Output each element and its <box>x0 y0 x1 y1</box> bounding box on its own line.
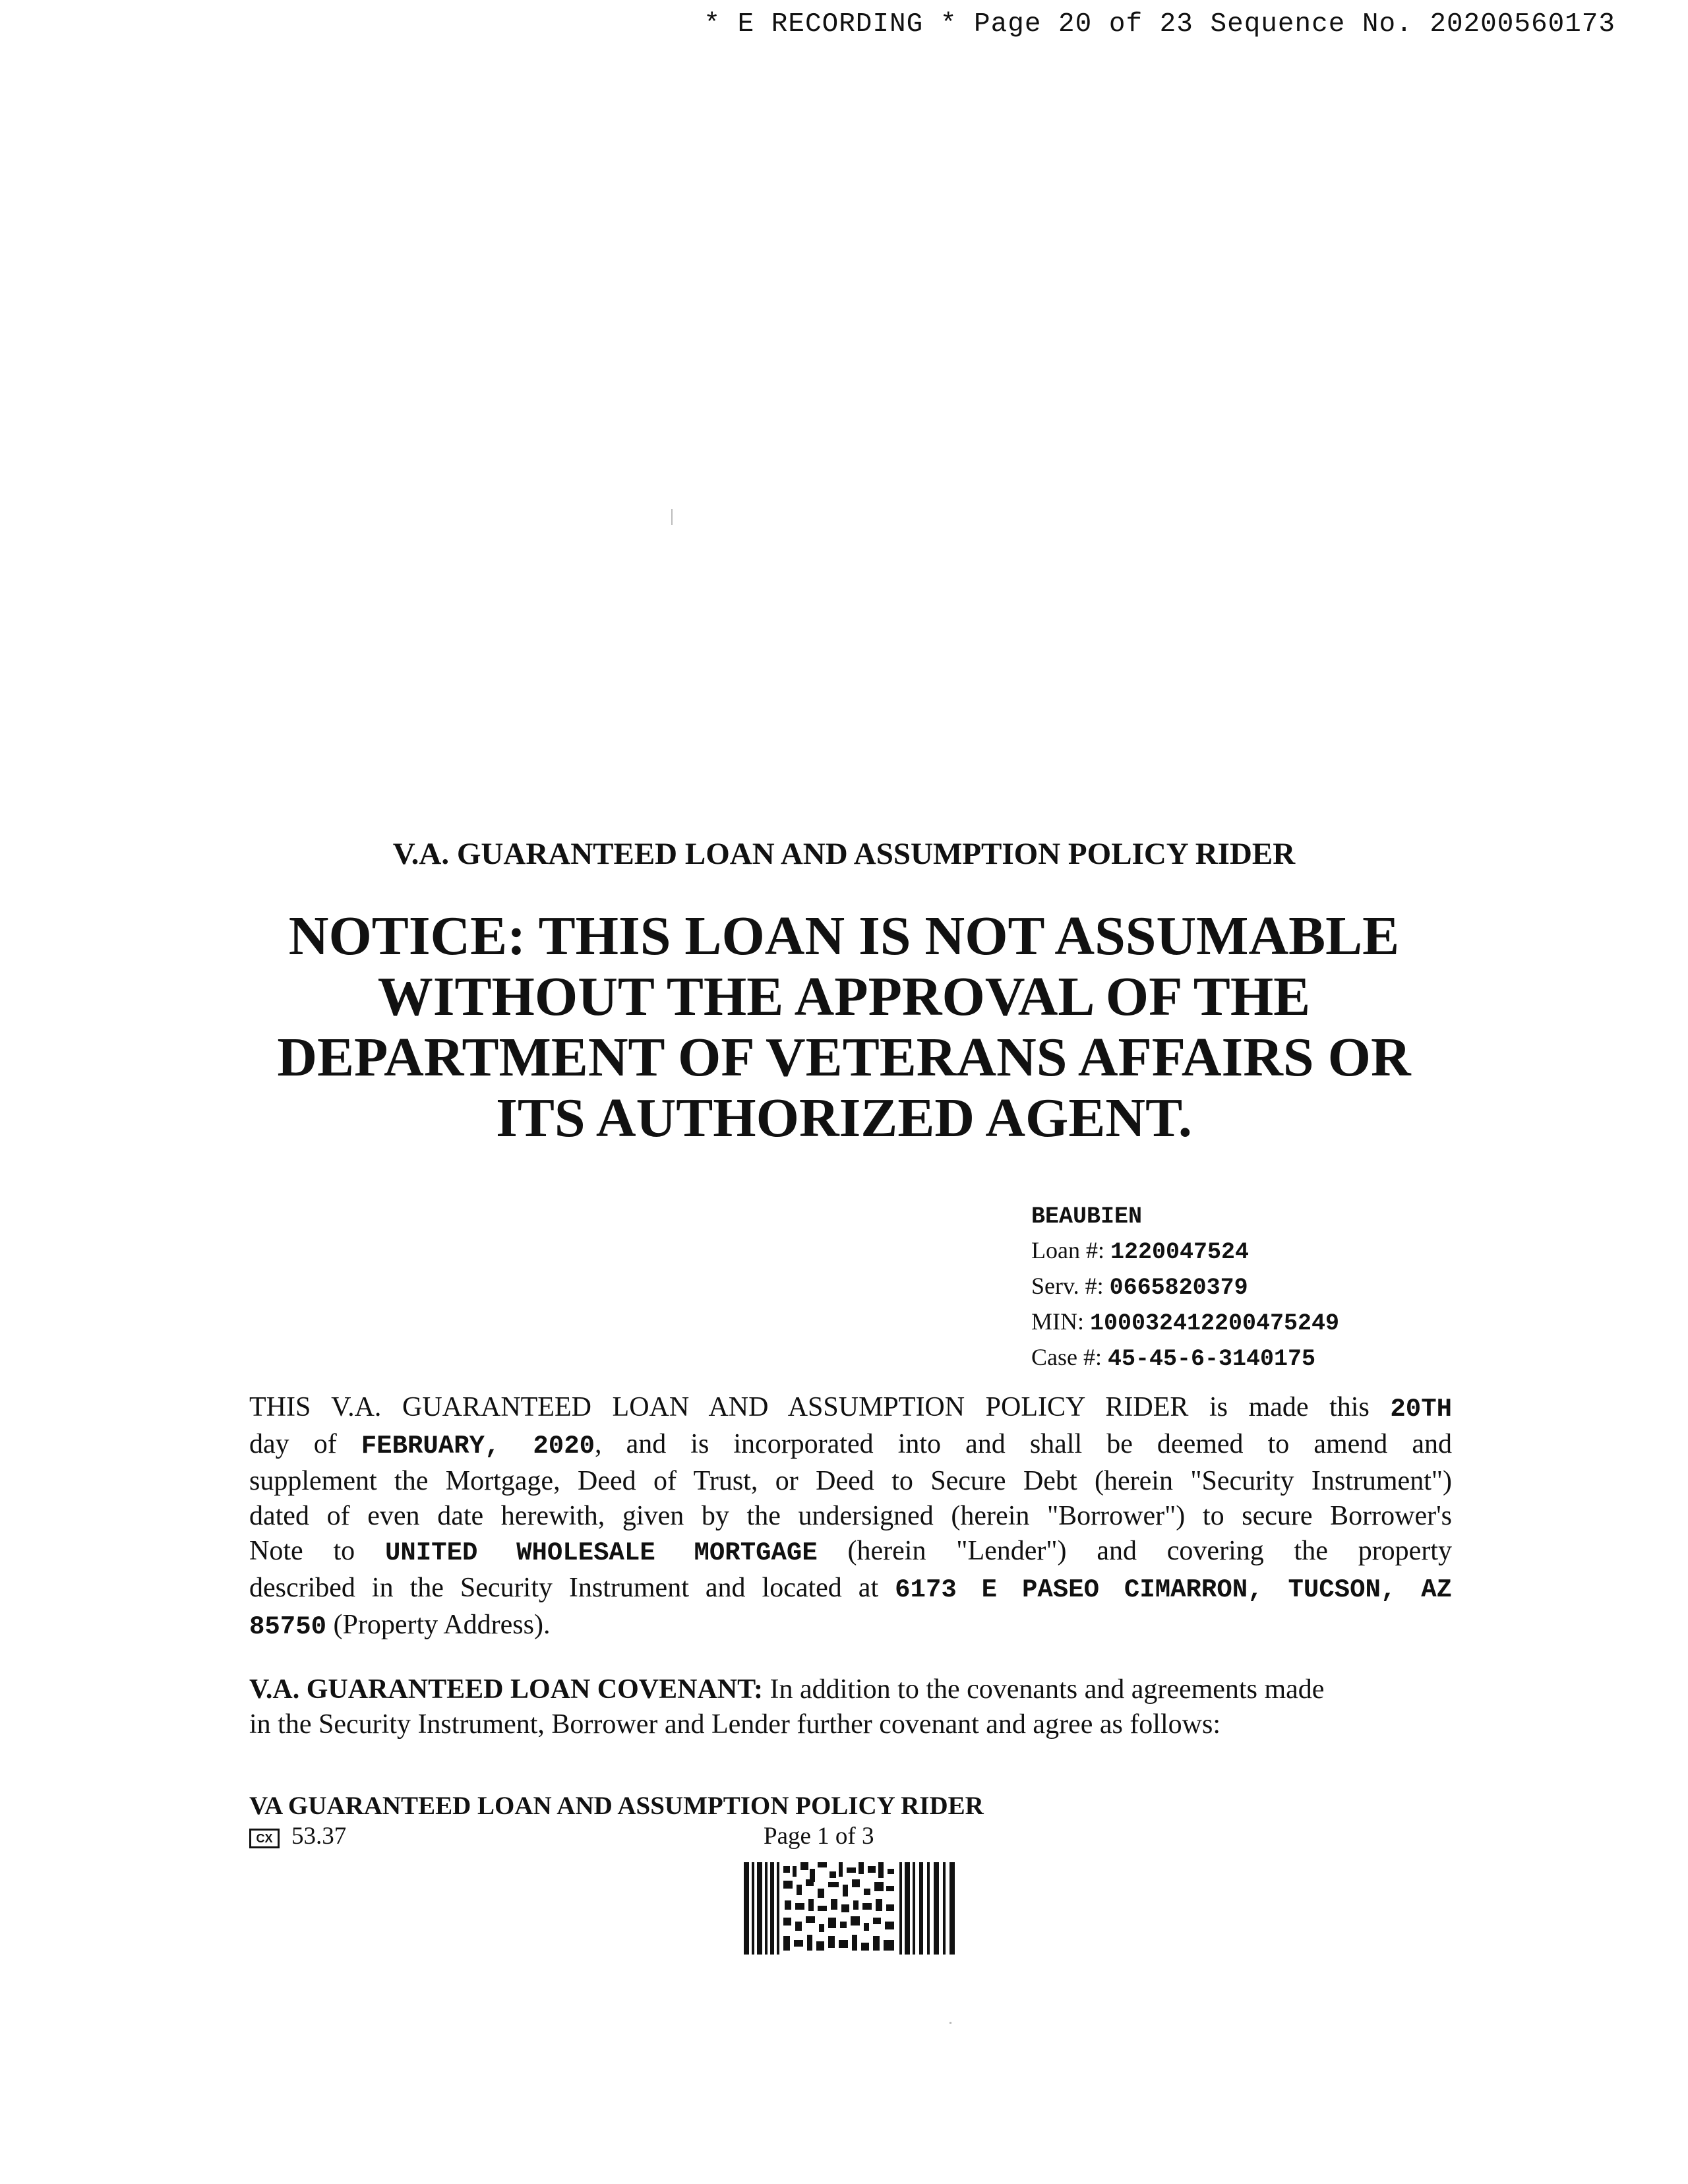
notice-line: NOTICE: THIS LOAN IS NOT ASSUMABLE <box>288 905 1400 967</box>
footer-page-number: Page 1 of 3 <box>764 1823 874 1850</box>
serv-number-label: Serv. #: <box>1031 1273 1104 1299</box>
body-line <box>249 1390 1452 1427</box>
loan-number: 1220047524 <box>1110 1239 1250 1265</box>
notice-line: DEPARTMENT OF VETERANS AFFAIRS OR <box>277 1027 1411 1088</box>
rider-title: V.A. GUARANTEED LOAN AND ASSUMPTION POLICY RIDER <box>392 837 1296 871</box>
loan-covenant-paragraph <box>249 1672 1452 1742</box>
covenant-line <box>249 1672 1452 1707</box>
covenant-line: in the Security Instrument, Borrower and Lender further covenant and agree as follows: <box>249 1709 1221 1740</box>
lender-name: UNITED WHOLESALE MORTGAGE <box>384 1538 818 1567</box>
min-row <box>1031 1305 1339 1341</box>
barcode-icon <box>744 1862 961 1955</box>
loan-number-row <box>1031 1234 1339 1269</box>
rider-month-year: FEBRUARY, 2020 <box>361 1432 595 1461</box>
case-number-row <box>1031 1341 1339 1376</box>
body-text: described in the Security Instrument and located at <box>249 1573 879 1603</box>
loan-info-block <box>1031 1200 1339 1376</box>
scan-speck <box>671 509 673 525</box>
loan-number-label: Loan #: <box>1031 1237 1104 1263</box>
property-address-zip: 85750 <box>249 1612 327 1641</box>
case-number: 45-45-6-3140175 <box>1107 1346 1316 1372</box>
rider-body-paragraph <box>249 1390 1452 1645</box>
notice-line: WITHOUT THE APPROVAL OF THE <box>377 966 1311 1027</box>
min-label: MIN: <box>1031 1308 1084 1335</box>
scan-speck <box>950 2022 951 2024</box>
body-text: THIS V.A. GUARANTEED LOAN AND ASSUMPTION POLICY RIDER is made this <box>249 1392 1370 1422</box>
property-address-line1: 6173 E PASEO CIMARRON, TUCSON, AZ <box>895 1575 1453 1604</box>
form-number: 53.37 <box>291 1823 347 1850</box>
body-line: dated of even date herewith, given by the undersigned (herein "Borrower") to secure Borrower's <box>249 1501 1452 1531</box>
rider-day: 20TH <box>1390 1395 1453 1424</box>
body-line <box>249 1608 1452 1645</box>
serv-number-row <box>1031 1269 1339 1305</box>
footer-form-id <box>249 1822 346 1850</box>
recording-header: * E RECORDING * Page 20 of 23 Sequence No. 20200560173 <box>704 9 1615 40</box>
body-text: day of <box>249 1429 337 1459</box>
borrower-name: BEAUBIEN <box>1031 1203 1143 1230</box>
body-text: , and is incorporated into and shall be deemed to amend and <box>595 1429 1452 1459</box>
case-number-label: Case #: <box>1031 1344 1102 1370</box>
body-text: (herein "Lender") and covering the property <box>847 1536 1452 1566</box>
notice-line: ITS AUTHORIZED AGENT. <box>496 1087 1192 1149</box>
body-line <box>249 1427 1452 1464</box>
body-text: Note to <box>249 1536 355 1566</box>
serv-number: 0665820379 <box>1109 1275 1248 1301</box>
body-line <box>249 1534 1452 1571</box>
footer-form-title: VA GUARANTEED LOAN AND ASSUMPTION POLICY RIDER <box>249 1792 984 1820</box>
covenant-heading: V.A. GUARANTEED LOAN COVENANT: <box>249 1674 764 1705</box>
body-line: supplement the Mortgage, Deed of Trust, or Deed to Secure Debt (herein "Security Instrument") <box>249 1466 1452 1496</box>
covenant-text: In addition to the covenants and agreements made <box>763 1674 1325 1705</box>
body-text: (Property Address). <box>333 1610 551 1640</box>
notice-heading <box>198 906 1490 1149</box>
body-line <box>249 1571 1452 1608</box>
cx-logo-icon: CX <box>249 1829 280 1848</box>
min-number: 100032412200475249 <box>1090 1310 1340 1337</box>
